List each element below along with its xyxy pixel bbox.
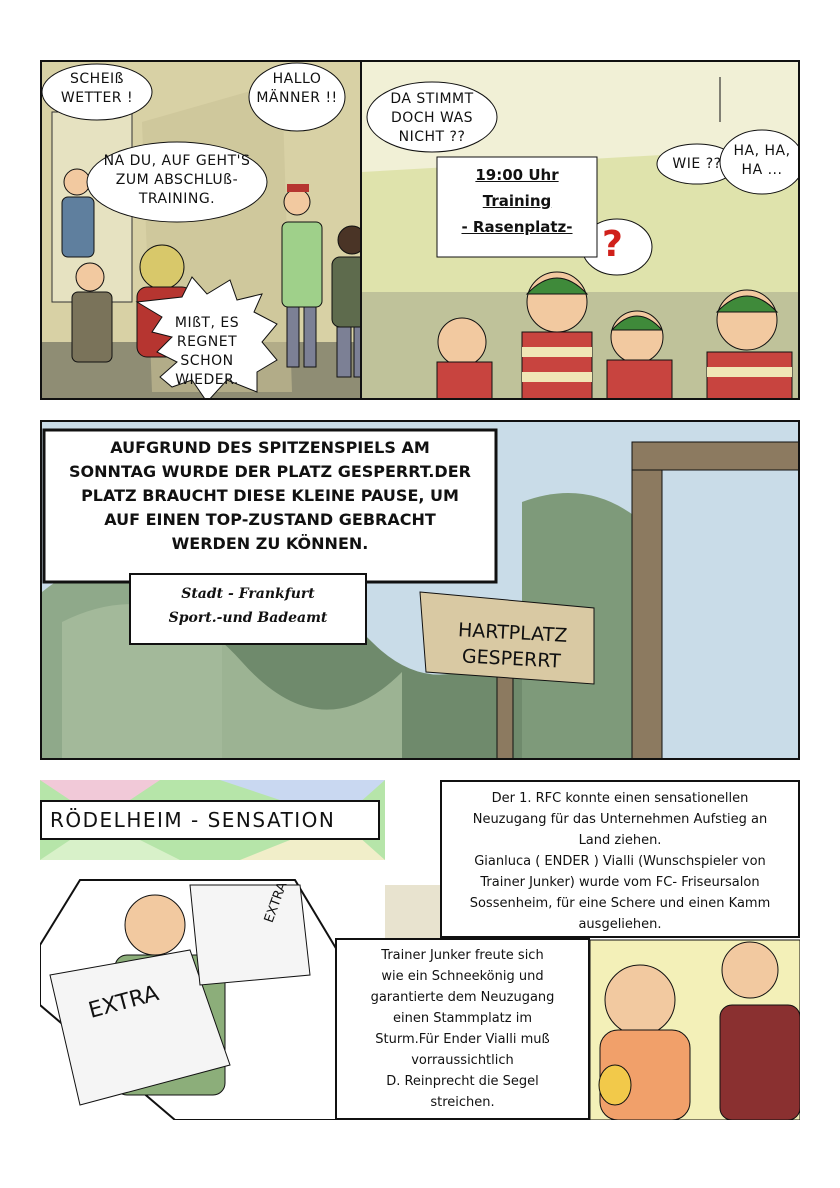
bubble-line: DA STIMMT xyxy=(390,91,474,107)
newspaper-extra-label: EXTRA xyxy=(85,981,162,1024)
sign-line: HARTPLATZ xyxy=(457,619,568,647)
bubble-line: ZUM ABSCHLUß- xyxy=(115,172,239,188)
authority-line: Sport.-und Badeamt xyxy=(168,610,328,626)
caption-line: Gianluca ( ENDER ) Vialli (Wunschspieler von xyxy=(474,854,766,869)
bubble-line: REGNET xyxy=(176,334,238,350)
news-caption-box xyxy=(440,780,800,938)
speech-bubble-scheiss-wetter xyxy=(52,70,142,108)
bubble-line: DOCH WAS xyxy=(390,110,474,126)
caption-line: vorraussichtlich xyxy=(411,1053,514,1068)
bubble-line: NICHT ?? xyxy=(398,129,466,145)
training-place: - Rasenplatz- xyxy=(461,218,573,236)
bubble-line: HA ... xyxy=(741,162,783,178)
bubble-line: WIEDER. xyxy=(175,372,239,388)
panel-locker-room xyxy=(40,60,370,400)
authority-line: Stadt - Frankfurt xyxy=(181,586,315,602)
bubble-line: TRAINING. xyxy=(138,191,216,207)
caption-line: einen Stammplatz im xyxy=(392,1011,533,1026)
hartplatz-sign xyxy=(431,616,594,676)
notice-line: SONNTAG WURDE DER PLATZ GESPERRT.DER xyxy=(69,462,471,481)
bubble-line: MÄNNER !! xyxy=(256,90,338,106)
caption-line: ausgeliehen. xyxy=(578,917,662,932)
speech-bubble-ha-ha xyxy=(722,142,800,180)
newspaper-extra-label-small: EXTRA xyxy=(261,880,291,925)
sign-line: GESPERRT xyxy=(461,645,562,673)
caption-line: Der 1. RFC konnte einen sensationellen xyxy=(491,791,749,806)
caption-line: wie ein Schneekönig und xyxy=(381,969,544,984)
bubble-line: SCHEIß xyxy=(70,71,124,87)
bubble-line: WETTER ! xyxy=(60,90,134,106)
bubble-line: NA DU, AUF GEHT'S xyxy=(103,153,251,169)
trainer-caption xyxy=(337,945,588,1113)
bubble-line: SCHON xyxy=(180,353,234,369)
caption-line: Trainer Junker freute sich xyxy=(381,948,544,963)
headline-box xyxy=(40,800,380,840)
bubble-line: HA, HA, xyxy=(733,143,791,159)
panel-field-closed xyxy=(40,420,800,760)
panel-training-sign xyxy=(360,60,800,400)
speech-bubble-hallo-maenner xyxy=(252,70,342,108)
caption-line: D. Reinprecht die Segel xyxy=(386,1074,539,1089)
bubble-line: MIßT, ES xyxy=(174,315,240,331)
panel-sensation xyxy=(40,775,800,1120)
caption-line: streichen. xyxy=(430,1095,495,1110)
field-closed-notice xyxy=(44,436,496,556)
notice-line: PLATZ BRAUCHT DIESE KLEINE PAUSE, UM xyxy=(81,486,459,505)
news-caption xyxy=(442,788,798,935)
speech-bubble-es-regnet xyxy=(167,314,247,390)
caption-line: Sossenheim, für eine Schere und einen Kamm xyxy=(469,896,771,911)
authority-box xyxy=(130,582,366,630)
training-time: 19:00 Uhr xyxy=(475,166,559,184)
caption-line: Neuzugang für das Unternehmen Aufstieg an xyxy=(472,812,768,827)
headline-text: RÖDELHEIM - SENSATION xyxy=(50,808,336,832)
caption-line: Sturm.Für Ender Vialli muß xyxy=(375,1032,550,1047)
bubble-line: WIE ?? xyxy=(672,156,722,172)
notice-line: AUFGRUND DES SPITZENSPIELS AM xyxy=(110,438,430,457)
caption-line: Trainer Junker) wurde vom FC- Friseursalon xyxy=(480,875,760,890)
trainer-caption-box xyxy=(335,938,590,1120)
caption-line: Land ziehen. xyxy=(578,833,662,848)
caption-line: garantierte dem Neuzugang xyxy=(370,990,555,1005)
notice-line: WERDEN ZU KÖNNEN. xyxy=(171,534,369,553)
training-label: Training xyxy=(482,192,552,210)
question-mark: ? xyxy=(602,224,623,265)
bubble-line: HALLO xyxy=(272,71,322,87)
notice-line: AUF EINEN TOP-ZUSTAND GEBRACHT xyxy=(104,510,436,529)
training-notice xyxy=(437,162,597,240)
speech-bubble-stimmt-nicht xyxy=(372,90,492,147)
speech-bubble-abschluss-training xyxy=(92,152,262,209)
